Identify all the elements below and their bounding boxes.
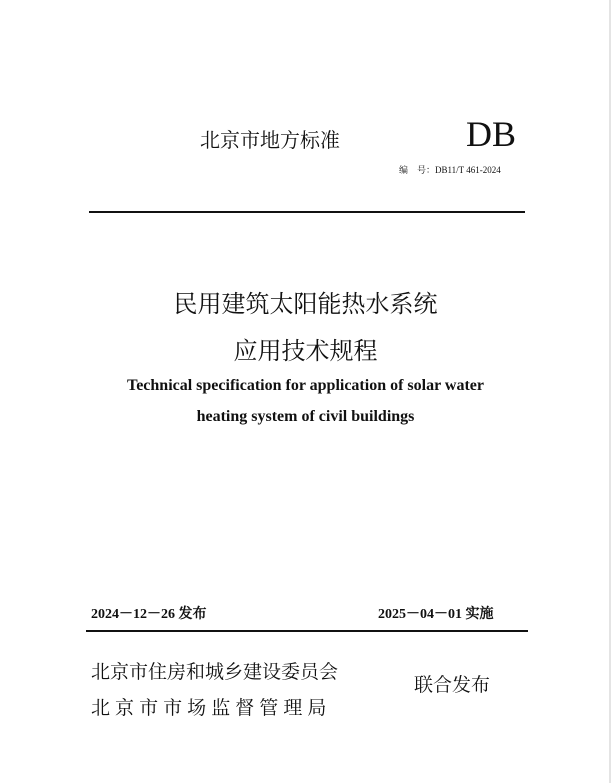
issuer-line1: 北京市住房和城乡建设委员会	[91, 661, 339, 683]
issue-date-block	[91, 603, 207, 623]
effective-label: 实施	[465, 606, 494, 622]
top-divider	[89, 211, 525, 213]
effective-date: 2025－04－01	[378, 607, 462, 622]
issue-label: 发布	[178, 606, 207, 622]
bottom-divider	[86, 630, 528, 632]
standard-type: 北京市地方标准	[200, 128, 340, 152]
code-label: 编 号：	[399, 166, 436, 176]
effective-date-block	[378, 603, 494, 623]
title-en-line2: heating system of civil buildings	[196, 408, 415, 425]
standard-code	[399, 163, 501, 176]
code-value: DB11/T 461-2024	[435, 165, 501, 175]
db-logo: DB	[466, 114, 517, 154]
joint-release-label: 联合发布	[414, 674, 491, 696]
issue-date: 2024－12－26	[91, 607, 175, 622]
title-zh-line1: 民用建筑太阳能热水系统	[173, 290, 438, 318]
title-zh-line2: 应用技术规程	[233, 337, 378, 365]
title-en-line1: Technical specification for application of solar water	[126, 377, 484, 394]
issuer-line2: 北 京 市 市 场 监 督 管 理 局	[91, 697, 326, 719]
